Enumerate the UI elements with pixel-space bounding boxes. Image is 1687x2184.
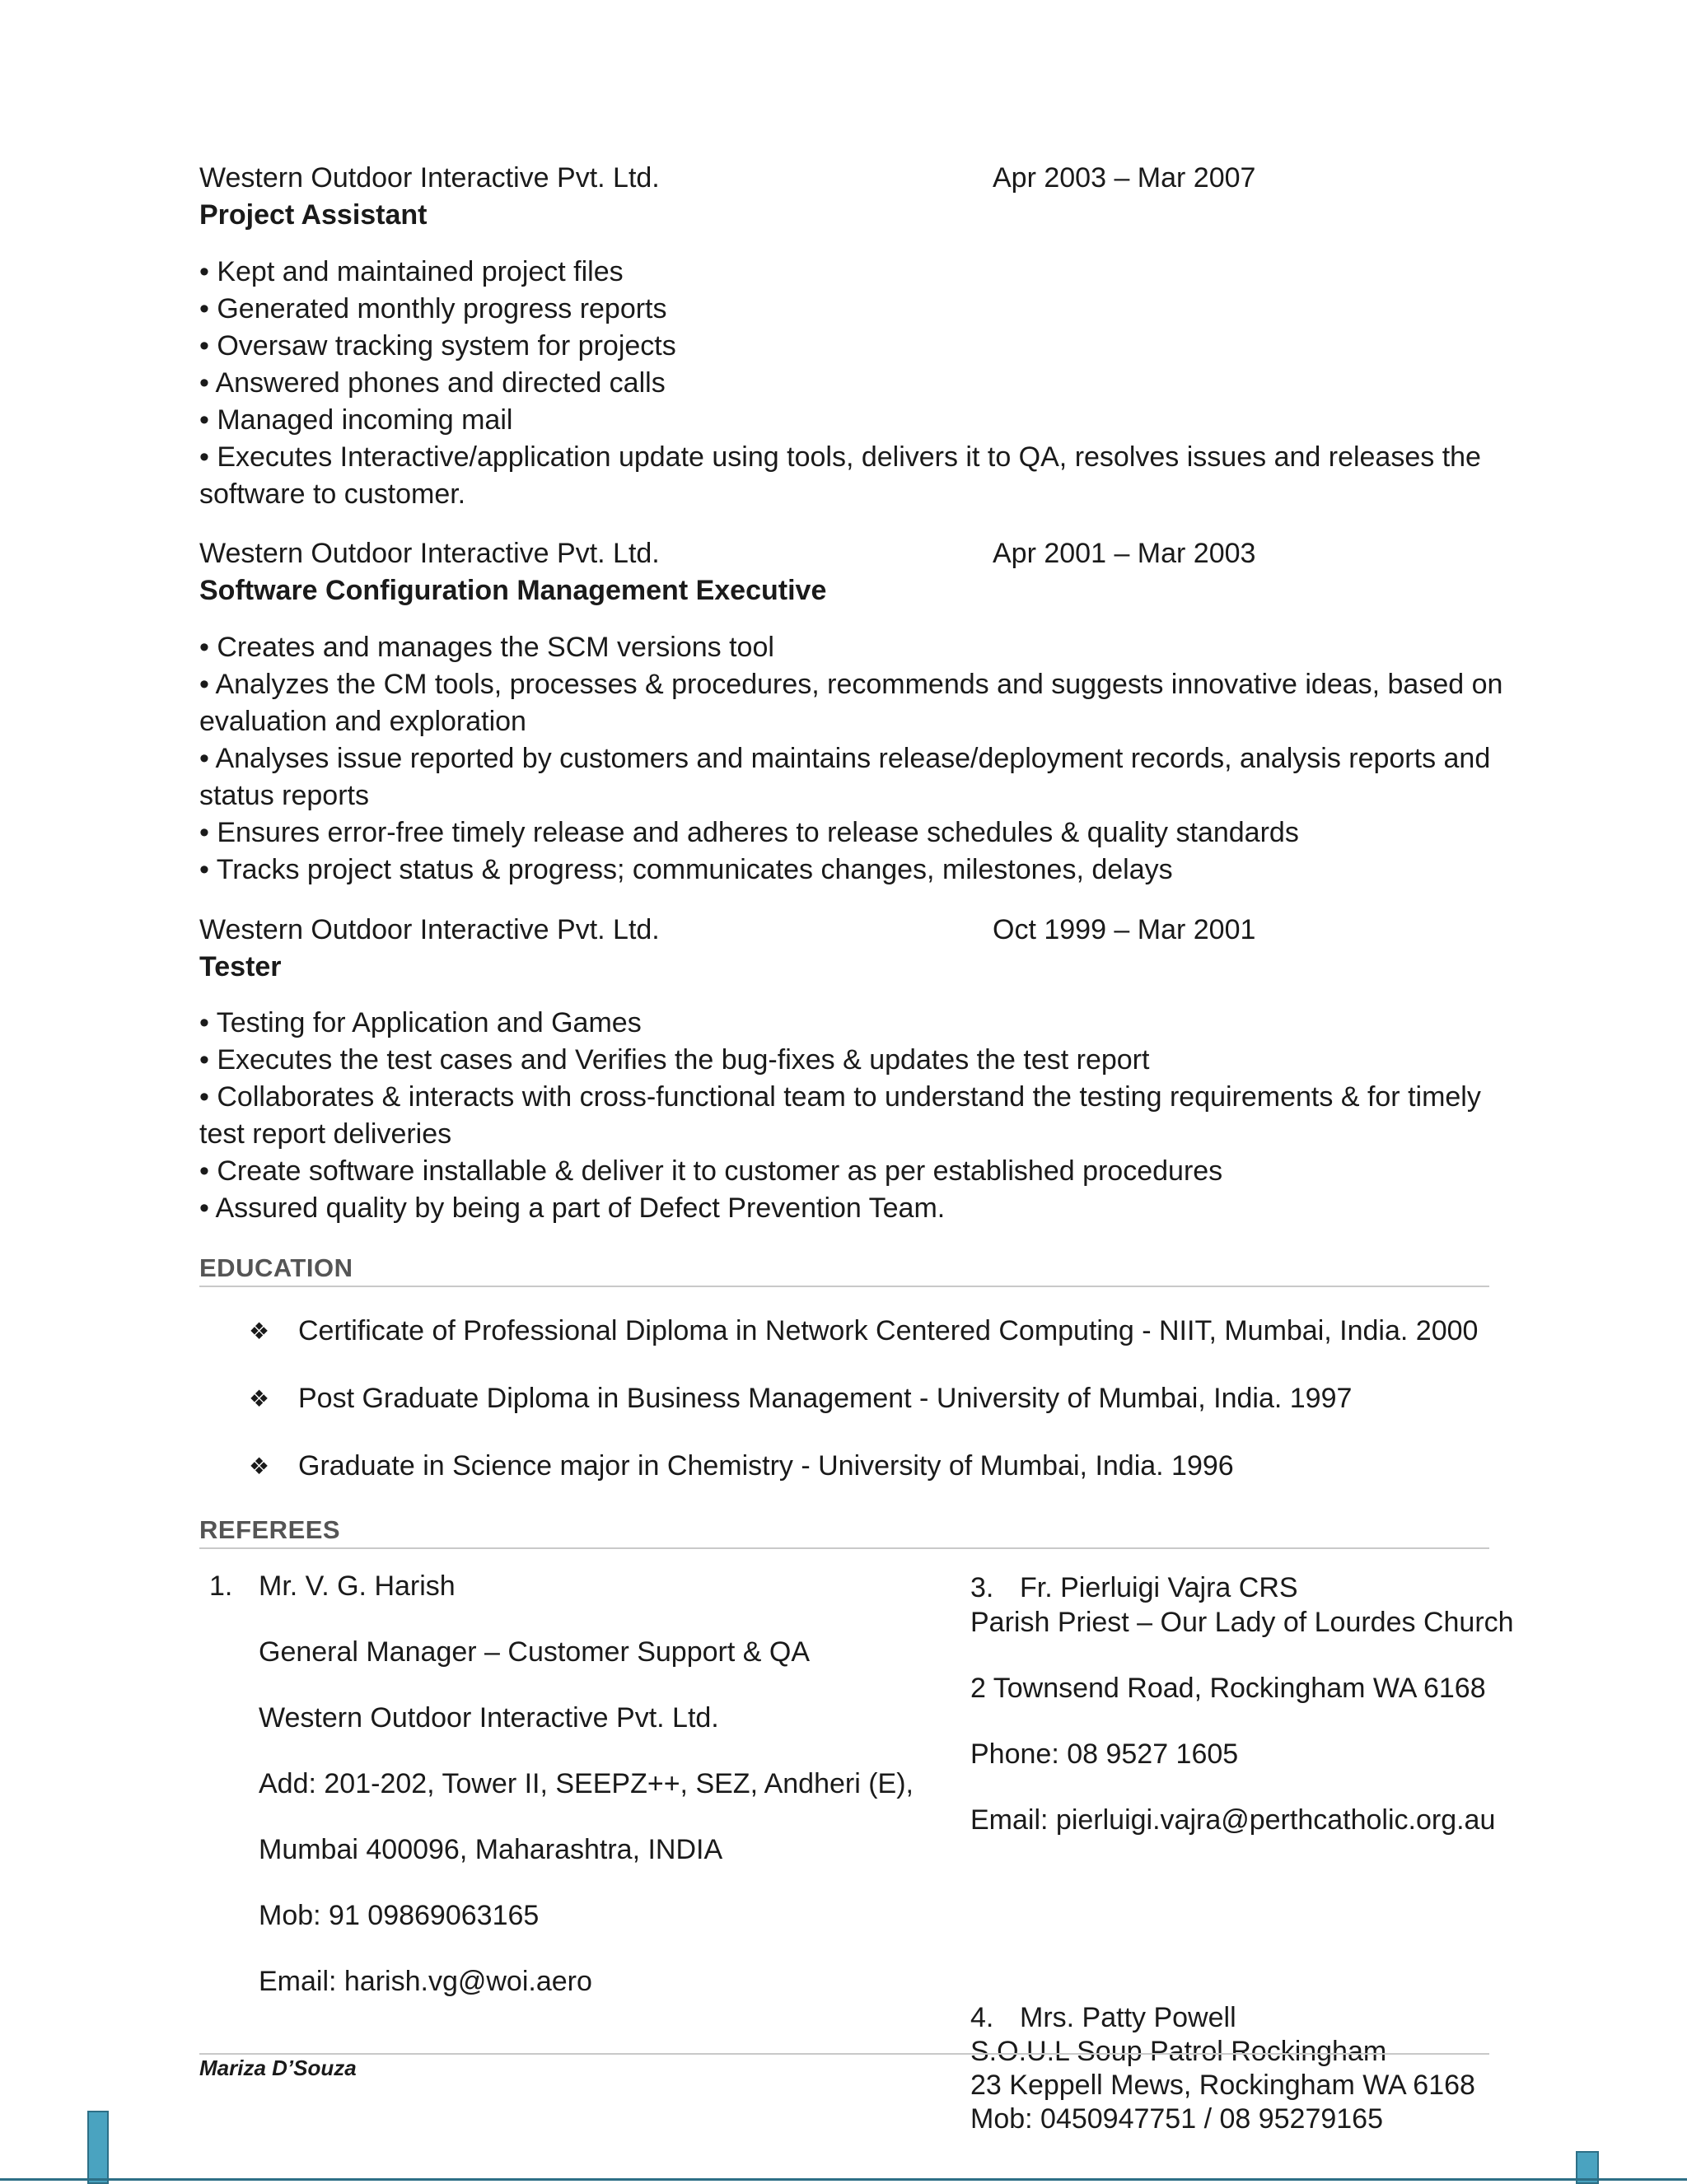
referee3-name: Fr. Pierluigi Vajra CRS	[1020, 1572, 1298, 1603]
bullet-item: • Answered phones and directed calls	[199, 367, 666, 399]
bottom-border-line	[0, 2178, 1687, 2181]
referee3-line: 2 Townsend Road, Rockingham WA 6168	[970, 1673, 1486, 1704]
referee1-name: Mr. V. G. Harish	[259, 1570, 456, 1602]
job3-dates: Oct 1999 – Mar 2001	[993, 914, 1256, 945]
bullet-item: • Kept and maintained project files	[199, 256, 624, 287]
bullet-item: • Collaborates & interacts with cross-functional team to understand the testing requirements & for timely test report deliveries	[199, 1081, 1481, 1150]
referee3-line: Parish Priest – Our Lady of Lourdes Church	[970, 1607, 1514, 1638]
referee1-line: General Manager – Customer Support & QA	[259, 1636, 810, 1668]
job3-title: Tester	[199, 951, 282, 982]
job2-company: Western Outdoor Interactive Pvt. Ltd.	[199, 538, 660, 569]
job1-dates: Apr 2003 – Mar 2007	[993, 162, 1256, 194]
diamond-bullet-icon: ❖	[249, 1386, 270, 1412]
footer-divider	[199, 2053, 1489, 2055]
decorative-bar-left	[87, 2111, 109, 2184]
job2-bullets	[199, 629, 1534, 889]
job2-dates: Apr 2001 – Mar 2003	[993, 538, 1256, 569]
education-heading: EDUCATION	[199, 1253, 353, 1282]
referee3-line: Phone: 08 9527 1605	[970, 1738, 1239, 1770]
referees-divider	[199, 1547, 1489, 1549]
bullet-item: • Assured quality by being a part of Defect Prevention Team.	[199, 1192, 946, 1224]
bullet-item: • Tracks project status & progress; communicates changes, milestones, delays	[199, 854, 1173, 885]
bullet-item: • Executes the test cases and Verifies the bug-fixes & updates the test report	[199, 1044, 1150, 1076]
referee4-line: 23 Keppell Mews, Rockingham WA 6168	[970, 2070, 1475, 2101]
bullet-item: • Testing for Application and Games	[199, 1007, 642, 1038]
referee1-number: 1.	[209, 1570, 233, 1602]
bullet-item: • Analyses issue reported by customers and maintains release/deployment records, analysis reports and status reports	[199, 743, 1491, 811]
job3-company: Western Outdoor Interactive Pvt. Ltd.	[199, 914, 660, 945]
bullet-item: • Creates and manages the SCM versions tool	[199, 632, 774, 663]
diamond-bullet-icon: ❖	[249, 1454, 270, 1479]
job1-bullets	[199, 254, 1534, 513]
referee4-line: S.O.U.L Soup Patrol Rockingham	[970, 2036, 1387, 2067]
bullet-item: • Analyzes the CM tools, processes & procedures, recommends and suggests innovative ideas, based on evaluation and exploration	[199, 669, 1503, 737]
education-divider	[199, 1286, 1489, 1287]
bullet-item: • Managed incoming mail	[199, 404, 513, 436]
referee1-line: Mumbai 400096, Maharashtra, INDIA	[259, 1834, 723, 1865]
job1-company: Western Outdoor Interactive Pvt. Ltd.	[199, 162, 660, 194]
referee4-line: Mob: 0450947751 / 08 95279165	[970, 2103, 1384, 2135]
education-item: Certificate of Professional Diploma in Network Centered Computing - NIIT, Mumbai, India. 2000	[298, 1315, 1479, 1346]
job3-bullets	[199, 1005, 1534, 1227]
bullet-item: • Create software installable & deliver it to customer as per established procedures	[199, 1155, 1223, 1187]
referee4-name: Mrs. Patty Powell	[1020, 2002, 1236, 2033]
bullet-item: • Oversaw tracking system for projects	[199, 330, 676, 362]
referee1-line: Add: 201-202, Tower II, SEEPZ++, SEZ, Andheri (E),	[259, 1768, 914, 1799]
referee4-number: 4.	[970, 2002, 994, 2033]
referee1-line: Mob: 91 09869063165	[259, 1900, 540, 1931]
referee1-email: Email: harish.vg@woi.aero	[259, 1966, 592, 1997]
job2-title: Software Configuration Management Executive	[199, 575, 827, 606]
bullet-item: • Generated monthly progress reports	[199, 293, 667, 324]
footer-author: Mariza D’Souza	[199, 2056, 357, 2080]
bullet-item: • Ensures error-free timely release and adheres to release schedules & quality standards	[199, 817, 1299, 848]
education-item: Graduate in Science major in Chemistry - University of Mumbai, India. 1996	[298, 1450, 1234, 1482]
job1-title: Project Assistant	[199, 199, 428, 231]
diamond-bullet-icon: ❖	[249, 1318, 270, 1344]
referee3-email: Email: pierluigi.vajra@perthcatholic.org.au	[970, 1804, 1496, 1836]
referee3-number: 3.	[970, 1572, 994, 1603]
bullet-item: • Executes Interactive/application update using tools, delivers it to QA, resolves issues and releases the software to customer.	[199, 441, 1481, 510]
referee1-line: Western Outdoor Interactive Pvt. Ltd.	[259, 1702, 719, 1734]
referees-heading: REFEREES	[199, 1515, 341, 1544]
education-item: Post Graduate Diploma in Business Management - University of Mumbai, India. 1997	[298, 1383, 1353, 1414]
